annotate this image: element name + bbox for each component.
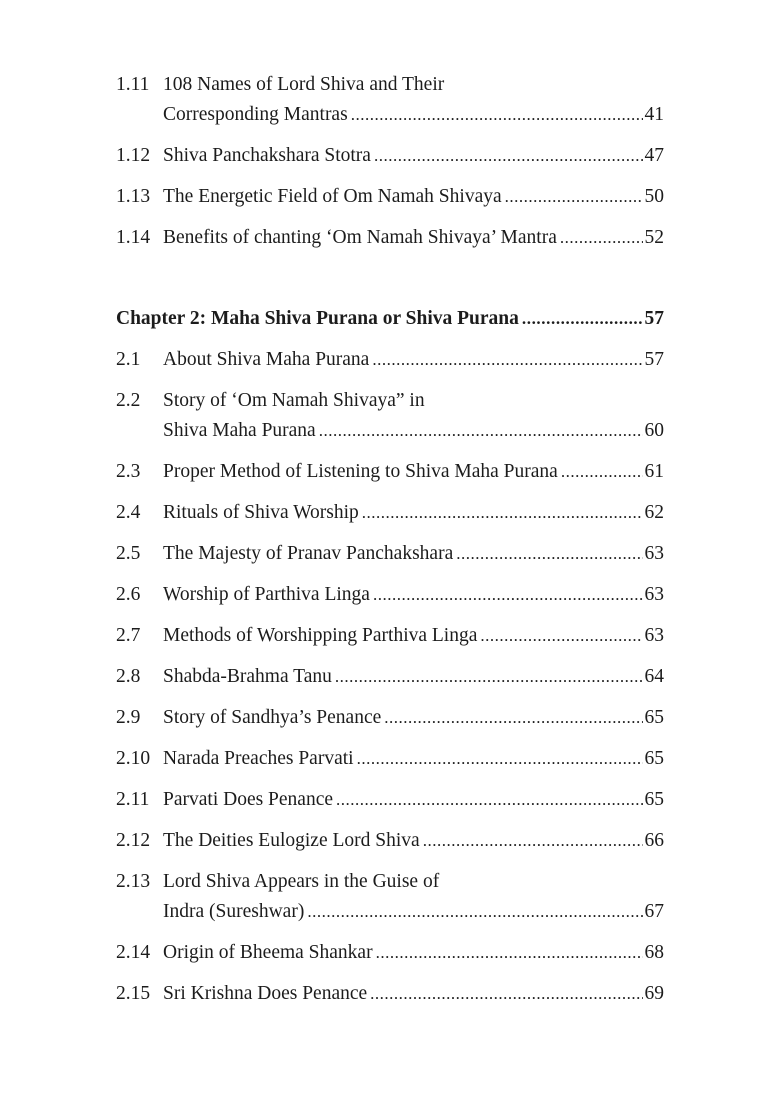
entry-line — [163, 621, 664, 651]
entry-body — [163, 70, 664, 130]
entry-line — [163, 938, 664, 968]
entry-line — [163, 182, 664, 212]
entry-title: Narada Preaches Parvati — [163, 748, 354, 769]
entry-line — [163, 867, 664, 897]
section-number: 2.11 — [116, 789, 150, 810]
dot-leader — [336, 785, 642, 815]
dot-leader — [307, 897, 642, 927]
entry-title: The Deities Eulogize Lord Shiva — [163, 830, 420, 851]
entry-line — [163, 70, 664, 100]
toc-entry — [116, 457, 664, 487]
toc-entry — [116, 662, 664, 692]
entry-line — [163, 744, 664, 774]
entry-title: Indra (Sureshwar) — [163, 901, 305, 922]
toc-entry — [116, 621, 664, 651]
toc-entry — [116, 867, 664, 927]
page-number: 61 — [644, 461, 664, 482]
entry-title: Proper Method of Listening to Shiva Maha Purana — [163, 461, 558, 482]
entry-body — [163, 223, 664, 253]
section-number: 2.5 — [116, 543, 141, 564]
entry-title: Story of ‘Om Namah Shivaya” in — [163, 390, 425, 411]
section-number: 2.13 — [116, 871, 151, 892]
dot-leader — [372, 345, 642, 375]
entry-title: Parvati Does Penance — [163, 789, 334, 810]
toc-entry — [116, 386, 664, 446]
section-number: 2.12 — [116, 830, 151, 851]
entry-body — [163, 498, 664, 528]
entry-body — [163, 703, 664, 733]
entry-title: The Majesty of Pranav Panchakshara — [163, 543, 454, 564]
page-number: 57 — [644, 349, 664, 370]
toc-entry — [116, 744, 664, 774]
toc-entry — [116, 580, 664, 610]
section-number: 2.10 — [116, 748, 151, 769]
section-number: 1.13 — [116, 186, 151, 207]
entry-body — [163, 826, 664, 856]
page-number: 64 — [644, 666, 664, 687]
dot-leader — [505, 182, 643, 212]
entry-line — [163, 662, 664, 692]
entry-title: Sri Krishna Does Penance — [163, 983, 368, 1004]
entry-title: Worship of Parthiva Linga — [163, 584, 370, 605]
entry-line — [163, 826, 664, 856]
entry-line — [163, 703, 664, 733]
entry-body — [163, 182, 664, 212]
entry-body — [163, 938, 664, 968]
section-number: 2.8 — [116, 666, 141, 687]
entry-body — [163, 979, 664, 1009]
entry-line — [163, 386, 664, 416]
entry-title: About Shiva Maha Purana — [163, 349, 370, 370]
entry-line — [163, 897, 664, 927]
toc-entry — [116, 979, 664, 1009]
entry-body — [163, 386, 664, 446]
entry-line — [163, 498, 664, 528]
chapter-page-number: 57 — [644, 308, 664, 329]
toc-entry — [116, 223, 664, 253]
entry-title: Corresponding Mantras — [163, 104, 348, 125]
entry-title: Shiva Maha Purana — [163, 420, 316, 441]
table-of-contents — [116, 70, 664, 1009]
page-number: 60 — [644, 420, 664, 441]
page-number: 68 — [644, 942, 664, 963]
dot-leader — [319, 416, 643, 446]
entry-line — [163, 345, 664, 375]
page-number: 52 — [644, 227, 664, 248]
dot-leader — [351, 100, 643, 130]
entry-body — [163, 457, 664, 487]
section-number: 2.4 — [116, 502, 141, 523]
entry-line — [163, 100, 664, 130]
toc-entry — [116, 938, 664, 968]
page-number: 47 — [644, 145, 664, 166]
entry-title: The Energetic Field of Om Namah Shivaya — [163, 186, 502, 207]
section-number: 2.6 — [116, 584, 141, 605]
page-number: 65 — [644, 707, 664, 728]
entry-body — [163, 141, 664, 171]
dot-leader — [376, 938, 643, 968]
page-number: 65 — [644, 789, 664, 810]
section-number: 1.14 — [116, 227, 151, 248]
page-number: 66 — [644, 830, 664, 851]
dot-leader — [374, 141, 643, 171]
entry-line — [163, 539, 664, 569]
entry-body — [163, 621, 664, 651]
dot-leader — [522, 304, 643, 334]
dot-leader — [384, 703, 642, 733]
section-number: 2.14 — [116, 942, 151, 963]
toc-entry — [116, 345, 664, 375]
entry-body — [163, 744, 664, 774]
page-number: 63 — [644, 584, 664, 605]
entry-body — [163, 662, 664, 692]
entry-line — [163, 416, 664, 446]
chapter-title: Chapter 2: Maha Shiva Purana or Shiva Purana — [116, 308, 519, 329]
section-number: 2.2 — [116, 390, 141, 411]
toc-entry — [116, 703, 664, 733]
page-number: 63 — [644, 543, 664, 564]
dot-leader — [373, 580, 643, 610]
toc-entry — [116, 826, 664, 856]
entry-line — [163, 979, 664, 1009]
entry-line — [163, 141, 664, 171]
toc-entry — [116, 539, 664, 569]
dot-leader — [362, 498, 643, 528]
entry-title: 108 Names of Lord Shiva and Their — [163, 74, 445, 95]
entry-title: Benefits of chanting ‘Om Namah Shivaya’ Mantra — [163, 227, 557, 248]
page-number: 69 — [644, 983, 664, 1004]
section-number: 1.12 — [116, 145, 151, 166]
dot-leader — [357, 744, 643, 774]
entry-line — [163, 223, 664, 253]
dot-leader — [561, 457, 643, 487]
entry-body — [163, 785, 664, 815]
toc-entry — [116, 70, 664, 130]
section-number: 1.11 — [116, 74, 150, 95]
page-number: 41 — [644, 104, 664, 125]
page-number: 62 — [644, 502, 664, 523]
entry-title: Lord Shiva Appears in the Guise of — [163, 871, 440, 892]
dot-leader — [480, 621, 642, 651]
entry-body — [163, 580, 664, 610]
entry-body — [163, 867, 664, 927]
section-number: 2.15 — [116, 983, 151, 1004]
toc-entry — [116, 182, 664, 212]
page-number: 50 — [644, 186, 664, 207]
entry-title: Rituals of Shiva Worship — [163, 502, 359, 523]
dot-leader — [335, 662, 643, 692]
section-number: 2.3 — [116, 461, 141, 482]
entry-body — [163, 539, 664, 569]
toc-entry — [116, 498, 664, 528]
entry-line — [163, 785, 664, 815]
chapter-line — [116, 304, 664, 334]
entry-title: Origin of Bheema Shankar — [163, 942, 373, 963]
entry-title: Shabda-Brahma Tanu — [163, 666, 332, 687]
page-number: 65 — [644, 748, 664, 769]
section-number: 2.9 — [116, 707, 141, 728]
section-number: 2.7 — [116, 625, 141, 646]
entry-body — [163, 345, 664, 375]
page-number: 67 — [644, 901, 664, 922]
dot-leader — [456, 539, 642, 569]
toc-entry — [116, 785, 664, 815]
section-number: 2.1 — [116, 349, 141, 370]
entry-title: Story of Sandhya’s Penance — [163, 707, 382, 728]
entry-title: Methods of Worshipping Parthiva Linga — [163, 625, 478, 646]
dot-leader — [423, 826, 643, 856]
entry-line — [163, 580, 664, 610]
entry-title: Shiva Panchakshara Stotra — [163, 145, 371, 166]
entry-line — [163, 457, 664, 487]
dot-leader — [370, 979, 642, 1009]
toc-entry — [116, 141, 664, 171]
page-number: 63 — [644, 625, 664, 646]
dot-leader — [560, 223, 643, 253]
chapter-heading — [116, 304, 664, 334]
